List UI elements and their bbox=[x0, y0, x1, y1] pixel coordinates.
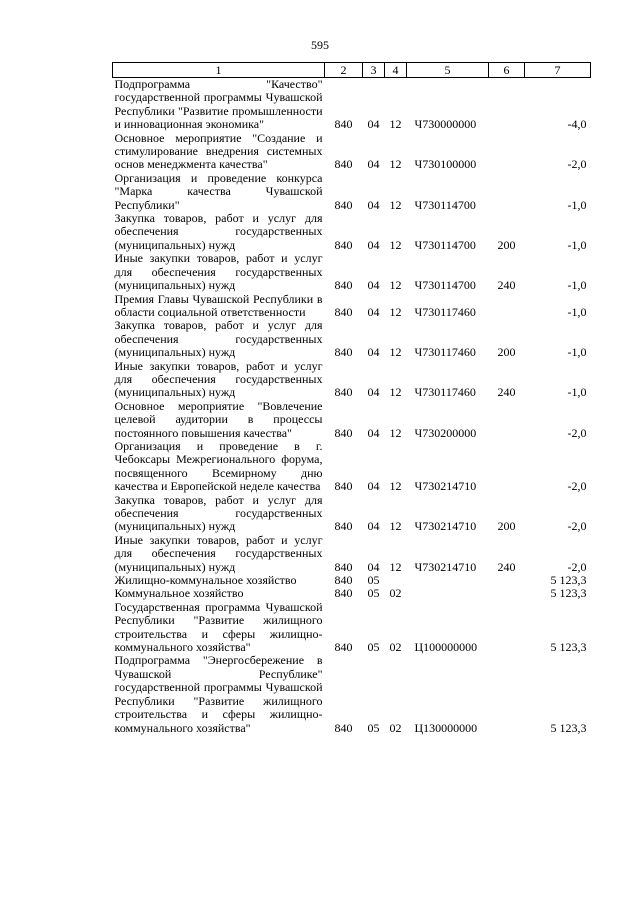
row-section: 05 bbox=[367, 573, 380, 588]
row-target-article: Ч730214710 bbox=[414, 479, 477, 494]
row-expense-type: 240 bbox=[497, 559, 516, 574]
row-amount: -1,0 bbox=[567, 197, 587, 212]
row-section: 04 bbox=[367, 479, 380, 494]
row-expense-type bbox=[489, 78, 525, 132]
page-number: 595 bbox=[311, 38, 329, 52]
row-name: Жилищно-коммунальное хозяйство bbox=[114, 573, 297, 588]
table-row bbox=[113, 574, 591, 587]
table-row bbox=[113, 494, 591, 534]
table-row bbox=[113, 172, 591, 212]
row-name: Коммунальное хозяйство bbox=[114, 586, 244, 601]
row-expense-type bbox=[489, 654, 525, 734]
row-target-article: Ч730117460 bbox=[414, 385, 476, 400]
row-grbs: 840 bbox=[334, 304, 353, 319]
table-row bbox=[113, 400, 591, 440]
row-subsection bbox=[385, 574, 407, 587]
row-amount: 5 123,3 bbox=[550, 586, 587, 601]
row-target-article: Ч730000000 bbox=[414, 117, 477, 132]
row-grbs: 840 bbox=[334, 519, 353, 534]
row-section: 04 bbox=[367, 237, 380, 252]
row-subsection: 02 bbox=[389, 720, 402, 735]
row-name: Организация и проведение в г. Чебоксары Межрегионального форума, посвященного Всемирному дню качества и Европейской неделе качества bbox=[114, 438, 323, 494]
row-subsection: 12 bbox=[389, 519, 402, 534]
row-section: 04 bbox=[367, 385, 380, 400]
row-amount: 5 123,3 bbox=[550, 640, 587, 655]
row-name: Основное мероприятие "Вовлечение целевой аудитории в процессы постоянного повышения качества" bbox=[114, 398, 323, 440]
row-section: 04 bbox=[367, 425, 380, 440]
table-row bbox=[113, 212, 591, 252]
row-grbs: 840 bbox=[334, 640, 353, 655]
row-subsection: 12 bbox=[389, 385, 402, 400]
row-name: Организация и проведение конкурса "Марка качества Чувашской Республики" bbox=[114, 170, 323, 212]
row-grbs: 840 bbox=[334, 425, 353, 440]
row-subsection: 12 bbox=[389, 479, 402, 494]
row-name: Государственная программа Чувашской Республики "Развитие жилищного строительства и сферы жилищно-коммунального хозяйства" bbox=[114, 599, 323, 655]
row-name: Иные закупки товаров, работ и услуг для обеспечения государственных (муниципальных) нужд bbox=[114, 532, 323, 574]
row-grbs: 840 bbox=[334, 385, 353, 400]
row-expense-type bbox=[489, 172, 525, 212]
table-row bbox=[113, 78, 591, 132]
row-target-article bbox=[407, 574, 489, 587]
table-row bbox=[113, 293, 591, 320]
row-grbs: 840 bbox=[334, 586, 353, 601]
row-grbs: 840 bbox=[334, 117, 353, 132]
row-expense-type bbox=[489, 601, 525, 655]
table-row bbox=[113, 654, 591, 734]
row-target-article: Ч730200000 bbox=[414, 425, 477, 440]
table-row bbox=[113, 252, 591, 292]
row-section: 04 bbox=[367, 345, 380, 360]
row-name: Закупка товаров, работ и услуг для обеспечения государственных (муниципальных) нужд bbox=[114, 318, 323, 360]
row-expense-type: 240 bbox=[497, 278, 516, 293]
row-grbs: 840 bbox=[334, 345, 353, 360]
row-grbs: 840 bbox=[334, 197, 353, 212]
row-subsection: 12 bbox=[389, 304, 402, 319]
row-grbs: 840 bbox=[334, 720, 353, 735]
row-expense-type bbox=[489, 400, 525, 440]
row-grbs: 840 bbox=[334, 573, 353, 588]
row-section: 05 bbox=[367, 640, 380, 655]
header-col-4: 4 bbox=[385, 63, 407, 78]
table-row bbox=[113, 440, 591, 494]
row-name: Закупка товаров, работ и услуг для обеспечения государственных (муниципальных) нужд bbox=[114, 211, 323, 252]
header-col-2: 2 bbox=[325, 63, 363, 78]
row-target-article: Ц100000000 bbox=[414, 640, 478, 655]
row-subsection: 12 bbox=[389, 197, 402, 212]
table-row bbox=[113, 534, 591, 574]
row-name: Иные закупки товаров, работ и услуг для обеспечения государственных (муниципальных) нужд bbox=[114, 358, 323, 400]
row-amount: -2,0 bbox=[567, 425, 587, 440]
row-name: Иные закупки товаров, работ и услуг для обеспечения государственных (муниципальных) нужд bbox=[114, 251, 323, 293]
row-section: 04 bbox=[367, 197, 380, 212]
header-col-3: 3 bbox=[363, 63, 385, 78]
row-subsection: 02 bbox=[389, 586, 402, 601]
row-grbs: 840 bbox=[334, 237, 353, 252]
row-amount: 5 123,3 bbox=[550, 573, 587, 588]
row-section: 04 bbox=[367, 278, 380, 293]
header-col-5: 5 bbox=[407, 63, 489, 78]
row-section: 04 bbox=[367, 117, 380, 132]
row-amount: -1,0 bbox=[567, 385, 587, 400]
row-subsection: 12 bbox=[389, 345, 402, 360]
row-name: Подпрограмма "Энергосбережение в Чувашской Республике" государственной программы Чувашской Республики "Развитие жилищного строительства и сферы жилищно-коммунального хозяйства" bbox=[114, 653, 323, 735]
row-name: Премия Главы Чувашской Республики в области социальной ответственности bbox=[114, 291, 323, 319]
row-subsection: 12 bbox=[389, 425, 402, 440]
header-col-6: 6 bbox=[489, 63, 525, 78]
table-header bbox=[113, 63, 591, 78]
row-grbs: 840 bbox=[334, 479, 353, 494]
row-subsection: 12 bbox=[389, 117, 402, 132]
row-grbs: 840 bbox=[334, 157, 353, 172]
row-amount: -2,0 bbox=[567, 559, 587, 574]
budget-table bbox=[112, 62, 591, 735]
row-expense-type bbox=[489, 293, 525, 320]
row-target-article: Ч730114700 bbox=[414, 278, 476, 293]
table-row bbox=[113, 360, 591, 400]
row-expense-type bbox=[489, 587, 525, 600]
row-amount: -2,0 bbox=[567, 519, 587, 534]
row-subsection: 12 bbox=[389, 278, 402, 293]
row-section: 04 bbox=[367, 559, 380, 574]
row-target-article: Ч730214710 bbox=[414, 519, 477, 534]
row-section: 05 bbox=[367, 720, 380, 735]
row-target-article: Ч730100000 bbox=[414, 157, 477, 172]
row-section: 05 bbox=[367, 586, 380, 601]
table-row bbox=[113, 587, 591, 600]
row-grbs: 840 bbox=[334, 278, 353, 293]
row-target-article: Ч730214710 bbox=[414, 559, 477, 574]
row-name: Основное мероприятие "Создание и стимулирование внедрения системных основ менеджмента качества" bbox=[114, 130, 323, 172]
row-name: Подпрограмма "Качество" государственной программы Чувашской Республики "Развитие промышленности и инновационная экономика" bbox=[114, 77, 323, 132]
row-expense-type bbox=[489, 574, 525, 587]
row-subsection: 12 bbox=[389, 157, 402, 172]
row-amount: -1,0 bbox=[567, 278, 587, 293]
row-expense-type: 200 bbox=[497, 519, 516, 534]
table-row bbox=[113, 601, 591, 655]
row-amount: -1,0 bbox=[567, 304, 587, 319]
row-amount: -4,0 bbox=[567, 117, 587, 132]
table-body bbox=[113, 78, 591, 735]
row-target-article: Ч730117460 bbox=[414, 345, 476, 360]
row-expense-type bbox=[489, 440, 525, 494]
table-row bbox=[113, 132, 591, 172]
row-expense-type: 240 bbox=[497, 385, 516, 400]
row-subsection: 12 bbox=[389, 237, 402, 252]
row-target-article: Ч730114700 bbox=[414, 197, 476, 212]
row-target-article: Ч730114700 bbox=[414, 237, 476, 252]
row-section: 04 bbox=[367, 519, 380, 534]
header-col-1: 1 bbox=[113, 63, 325, 78]
row-target-article bbox=[407, 587, 489, 600]
row-grbs: 840 bbox=[334, 559, 353, 574]
row-expense-type bbox=[489, 132, 525, 172]
row-amount: -1,0 bbox=[567, 345, 587, 360]
header-col-7: 7 bbox=[525, 63, 591, 78]
row-amount: -1,0 bbox=[567, 237, 587, 252]
row-target-article: Ч730117460 bbox=[414, 304, 476, 319]
row-section: 04 bbox=[367, 157, 380, 172]
row-amount: -2,0 bbox=[567, 479, 587, 494]
table-row bbox=[113, 319, 591, 359]
row-target-article: Ц130000000 bbox=[414, 720, 478, 735]
row-expense-type: 200 bbox=[497, 237, 516, 252]
row-expense-type: 200 bbox=[497, 345, 516, 360]
row-amount: 5 123,3 bbox=[550, 720, 587, 735]
row-subsection: 02 bbox=[389, 640, 402, 655]
row-amount: -2,0 bbox=[567, 157, 587, 172]
row-subsection: 12 bbox=[389, 559, 402, 574]
header-row bbox=[113, 63, 591, 78]
row-section: 04 bbox=[367, 304, 380, 319]
row-name: Закупка товаров, работ и услуг для обеспечения государственных (муниципальных) нужд bbox=[114, 492, 323, 534]
